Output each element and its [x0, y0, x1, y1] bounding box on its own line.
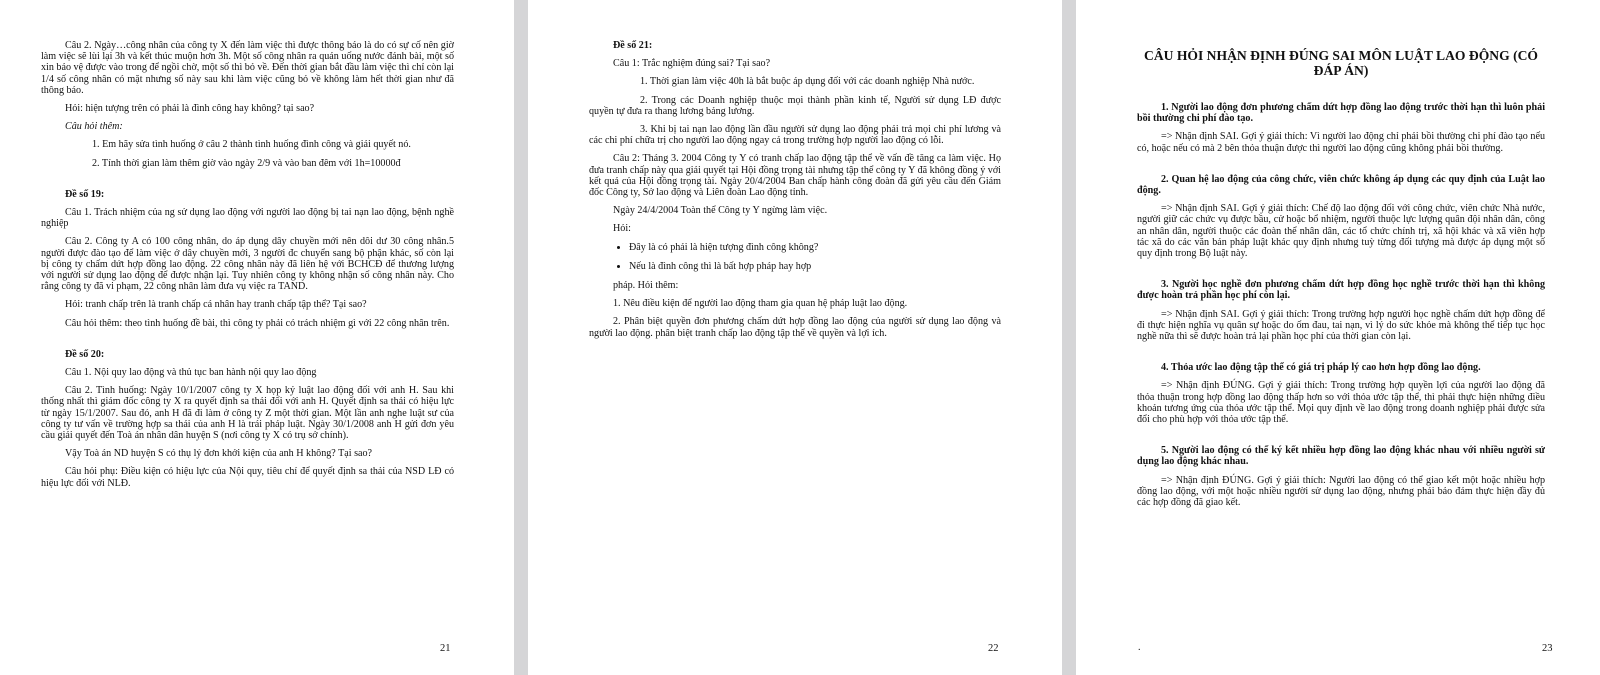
- question: 3. Người học nghề đơn phương chấm dứt hợp đồng học nghề trước thời hạn thì không được hoàn trả phần học phí còn lại.: [1137, 279, 1545, 302]
- page-content: [41, 40, 454, 489]
- bullet-list: [589, 242, 1001, 272]
- page-number: 22: [988, 643, 999, 654]
- document-page-22: [528, 0, 1062, 675]
- list-item: 1. Em hãy sửa tình huống ở câu 2 thành tình huống đình công và giải quyết nó.: [92, 139, 411, 151]
- answer: => Nhận định ĐÚNG. Gợi ý giải thích: Người lao động có thể giao kết một hoặc nhiều hợp đồng lao động, với một hoặc nhiều người sử dụng lao động, nhưng phải bảo đảm thực hiện đầy đủ các hợp đồng đã giao kết.: [1137, 474, 1545, 509]
- paragraph: Câu 2. Công ty A có 100 công nhân, do áp dụng dây chuyền mới nên dôi dư 30 công nhân.5 người được đào tạo để làm việc ở dây chuyền mới, 3 người đc chuyển sang bộ phận khác, số còn lại bị công ty chấm dứt hợp đồng lao động. 22 công nhân này đã liên hệ với BCHCĐ để thương lượng với người sử dụng lao động để được nhận lại. Tuy nhiên công ty không nhận số công nhân này. Cho rằng công ty đã vi phạm, 22 công nhân làm đưa vụ việc ra TAND.: [41, 236, 454, 293]
- answer: => Nhận định ĐÚNG. Gợi ý giải thích: Trong trường hợp quyền lợi của người lao động đã thỏa thuận trong hợp đồng lao động thấp hơn so với thỏa ước tập thể, thì phải thực hiện những điều khoản tương ứng của thỏa ước tập thể. Mọi quy định về lao động trong doanh nghiệp phải được sửa đổi cho phù hợp với thỏa ước tập thể.: [1137, 380, 1545, 426]
- paragraph: Câu 1: Trắc nghiệm đúng sai? Tại sao?: [613, 58, 771, 70]
- page-title: CÂU HỎI NHẬN ĐỊNH ĐÚNG SAI MÔN LUẬT LAO ĐỘNG (CÓ ĐÁP ÁN): [1144, 48, 1538, 78]
- list-item: 1. Thời gian làm việc 40h là bắt buộc áp dụng đối với các doanh nghiệp Nhà nước.: [640, 76, 975, 88]
- answer: => Nhận định SAI. Gợi ý giải thích: Chế độ lao động đối với công chức, viên chức Nhà nước, người giữ các chức vụ được bầu, cử hoặc bổ nhiệm, người thuộc lực lượng quân đội nhân dân, công an nhân dân, người thuộc các đoàn thể nhân dân, các tổ chức chính trị, xã hội khác và xã viên hợp tác xã do các văn bản pháp luật khác quy định nhưng tuỳ từng đối tượng mà được áp dụng một số quy định trong Bộ luật này.: [1137, 203, 1545, 260]
- answer: => Nhận định SAI. Gợi ý giải thích: Trong trường hợp người học nghề chấm dứt hợp đồng để đi thực hiện nghĩa vụ quân sự hoặc do ốm đau, tai nạn, vì lý do sức khỏe mà không thể tiếp tục học nghề nữa thì sẽ được hoàn trả lại phần học phí của thời gian còn lại.: [1137, 308, 1545, 343]
- section-heading: Đề số 20:: [65, 348, 105, 360]
- bullet-item: • Đây là có phải là hiện tượng đình công không?: [629, 242, 1001, 253]
- list-item: 2. Trong các Doanh nghiệp thuộc mọi thành phần kinh tế, Người sử dụng LĐ được quyền tự đưa ra thang lương bảng lương.: [589, 94, 1001, 117]
- paragraph: Hỏi: tranh chấp trên là tranh chấp cá nhân hay tranh chấp tập thể? Tại sao?: [65, 299, 367, 311]
- document-page-23: [1076, 0, 1600, 675]
- bullet-item: • Nếu là đình công thì là bất hợp pháp hay hợp: [629, 261, 1001, 272]
- paragraph: Câu 2. Tình huống: Ngày 10/1/2007 công ty X họp kỷ luật lao động đối với anh H. Sau khi thống nhất thì giám đốc công ty X ra quyết định sa thải đối với anh H. Quyết định sa thải có hiệu lực từ ngày 15/1/2007. Sau đó, anh H đã đi làm ở công ty Z một thời gian. Một lần anh nghe luật sư của công ty tư vấn về trường hợp sa thải của anh H là trái pháp luật. Ngày 30/1/2008 anh H gửi đơn yêu cầu giải quyết đến Toà án nhân dân huyện S (nơi công ty X có trụ sở chính).: [41, 385, 454, 442]
- paragraph: 2. Phân biệt quyền đơn phương chấm dứt hợp đồng lao động của người sử dụng lao động và người lao động. phân biệt tranh chấp lao động tập thể về quyền và lợi ích.: [589, 316, 1001, 339]
- paragraph: Câu hỏi phụ: Điều kiện có hiệu lực của Nội quy, tiêu chí để quyết định sa thải của NSD LĐ có hiệu lực đối với NLĐ.: [41, 466, 454, 489]
- footer-mark: .: [1138, 642, 1141, 653]
- question: 4. Thỏa ước lao động tập thể có giá trị pháp lý cao hơn hợp đồng lao động.: [1161, 362, 1481, 374]
- paragraph: Hỏi:: [613, 223, 631, 235]
- paragraph: Câu 2. Ngày…công nhân của công ty X đến làm việc thì được thông báo là do có sự cố nên giờ làm việc sẽ lùi lại 3h và kết thúc muộn hơn 3h. Một số công nhân ra quán uống nước đánh bài, một số xin bảo vệ được vào trong để ngồi chờ, một số thì bỏ về. Đến thời gian bắt đầu làm việc thì chỉ còn lại 1/4 số công nhân có mặt nhưng số này sau khi làm việc cũng bỏ về không làm hết thời gian như đã thông báo.: [41, 40, 454, 96]
- paragraph: Câu 1. Trách nhiệm của ng sử dụng lao động với người lao động bị tai nạn lao động, bệnh nghề nghiệp: [41, 207, 454, 230]
- paragraph: Hỏi: hiện tượng trên có phải là đình công hay không? tại sao?: [65, 103, 315, 115]
- page-number: 21: [440, 643, 451, 654]
- paragraph: Câu 1. Nội quy lao động và thủ tục ban hành nội quy lao động: [65, 367, 317, 379]
- list-item: 3. Khi bị tai nạn lao động lần đầu người sử dụng lao động phải trả mọi chi phí lương và các chi phí chữa trị cho người lao động ngay cả trong trường hợp người lao động có lỗi.: [589, 124, 1001, 147]
- question: 5. Người lao động có thể ký kết nhiều hợp đồng lao động khác nhau với nhiều người sử dụng lao động khác nhau.: [1137, 445, 1545, 468]
- page-content: [1137, 40, 1545, 508]
- document-page-21: [0, 0, 514, 675]
- page-content: [589, 40, 1001, 339]
- question: 1. Người lao động đơn phương chấm dứt hợp đồng lao động trước thời hạn thì luôn phải bồi thường chi phí đào tạo.: [1137, 102, 1545, 125]
- question: 2. Quan hệ lao động của công chức, viên chức không áp dụng các quy định của Luật lao động.: [1137, 173, 1545, 197]
- section-heading: Đề số 21:: [613, 40, 653, 51]
- answer: => Nhận định SAI. Gợi ý giải thích: Vì người lao động chỉ phải bồi thường chi phí đào tạo nếu có, hoặc nếu có mà 2 bên thỏa thuận được thì người lao động cũng không phải bồi thường.: [1137, 131, 1545, 154]
- list-item: 2. Tính thời gian làm thêm giờ vào ngày 2/9 và vào ban đêm với 1h=10000đ: [92, 157, 401, 169]
- paragraph: Câu 2: Tháng 3. 2004 Công ty Y có tranh chấp lao động tập thể về vấn đề tăng ca làm việc. Họ đưa tranh chấp này qua giải quyết tại Hội đồng trọng tài nhưng tập thể công ty Y đã không đồng ý với kết quả của Hội đồng trọng tài. Ngày 20/4/2004 Ban chấp hành công đoàn đã gửi yêu cầu đến Giám đốc Công ty, Sở lao động và Liên đoàn Lao động tỉnh.: [589, 153, 1001, 199]
- paragraph: 1. Nêu điều kiện để người lao động tham gia quan hệ pháp luật lao động.: [613, 298, 908, 310]
- section-heading: Đề số 19:: [65, 188, 105, 200]
- paragraph: Câu hỏi thêm: theo tình huống đề bài, thì công ty phải có trách nhiệm gì với 22 công nhân trên.: [65, 317, 450, 329]
- paragraph: Ngày 24/4/2004 Toàn thể Công ty Y ngừng làm việc.: [613, 205, 828, 217]
- page-number: 23: [1542, 643, 1553, 654]
- paragraph: Câu hỏi thêm:: [65, 121, 123, 133]
- paragraph: Vậy Toà án ND huyện S có thụ lý đơn khởi kiện của anh H không? Tại sao?: [65, 448, 373, 460]
- paragraph: pháp. Hỏi thêm:: [613, 280, 679, 292]
